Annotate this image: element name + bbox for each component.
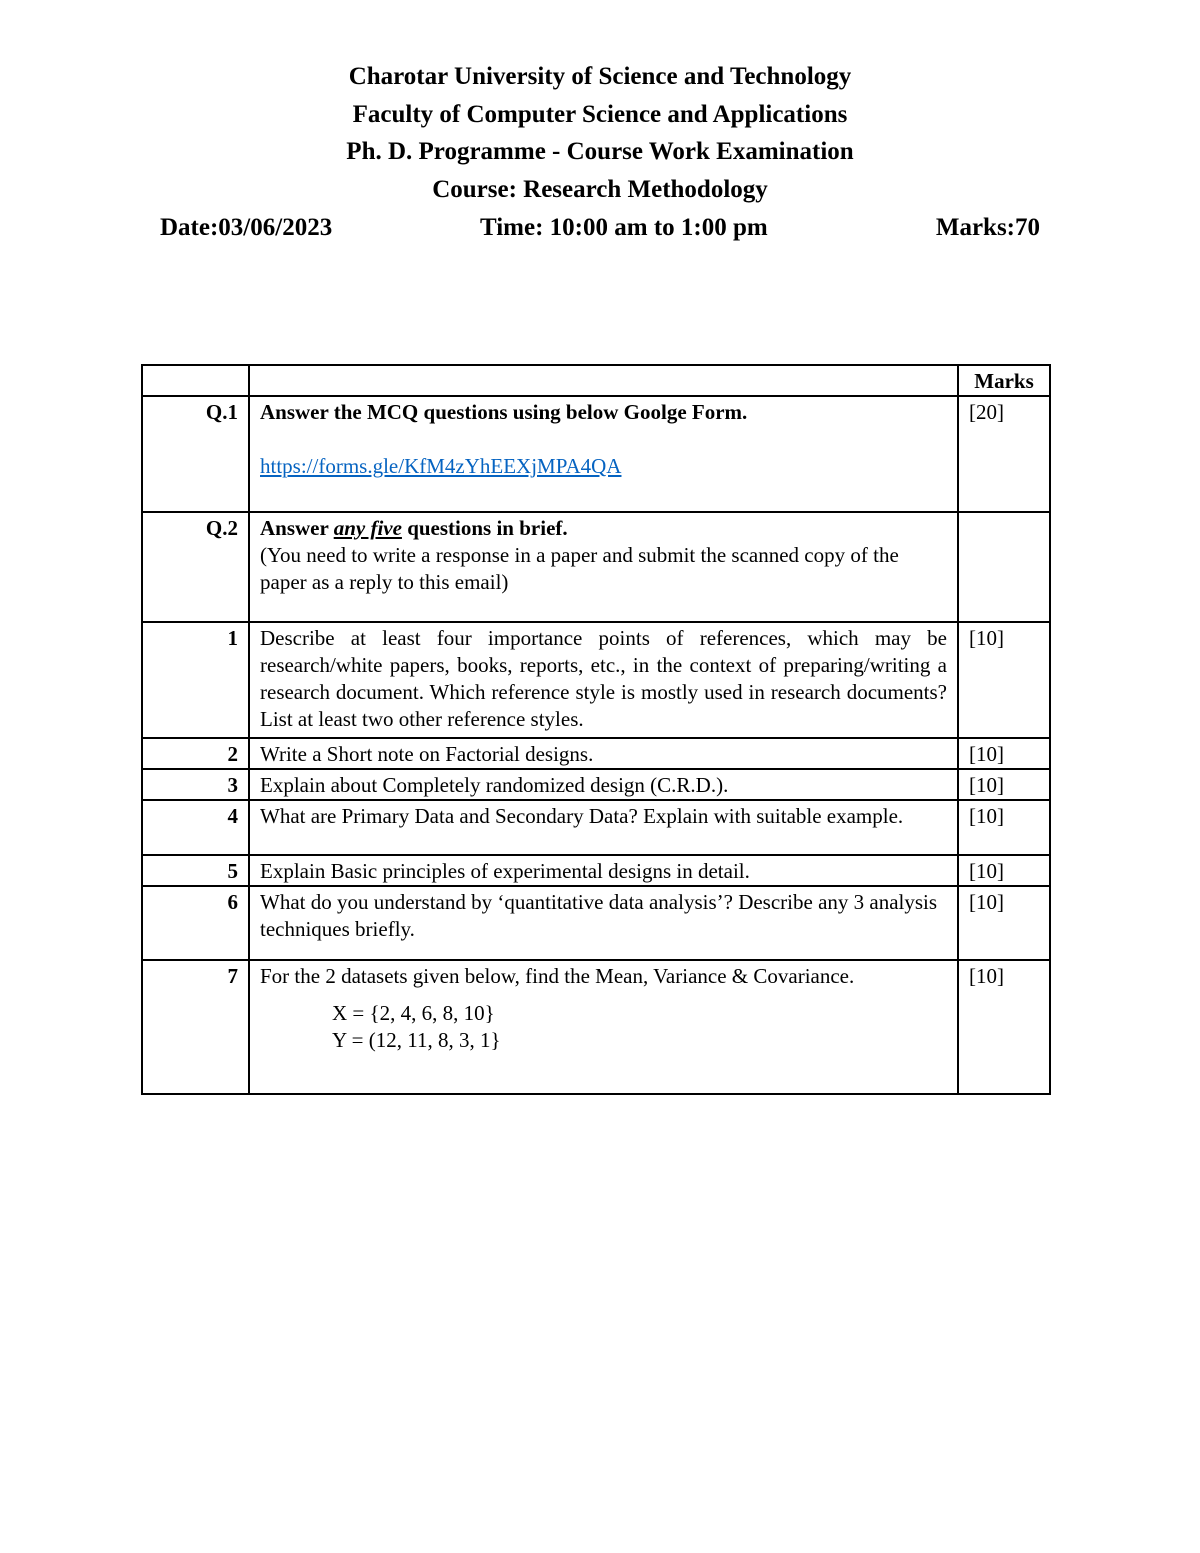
question-text-cell (249, 512, 958, 622)
dataset-x: X = {2, 4, 6, 8, 10} (332, 1001, 495, 1025)
question-text: Describe at least four importance points of references, which may be research/white papers, books, reports, etc., in the context of preparing/writing a research document. Which reference style is mostly used in research documents? List at least two other reference styles. (249, 622, 958, 738)
question-number: 4 (142, 800, 249, 855)
table-row (142, 769, 1050, 800)
exam-date: Date:03/06/2023 (160, 214, 333, 241)
faculty-name: Faculty of Computer Science and Applications (352, 100, 848, 128)
question-marks (958, 512, 1050, 622)
table-row (142, 855, 1050, 886)
exam-meta (160, 208, 1040, 248)
question-text-cell (249, 396, 958, 512)
question-marks: [10] (958, 800, 1050, 855)
table-row (142, 512, 1050, 622)
marks-column-header: Marks (958, 365, 1050, 396)
university-name: Charotar University of Science and Technology (348, 63, 852, 90)
question-text: Explain about Completely randomized design (C.R.D.). (249, 769, 958, 800)
question-text: Explain Basic principles of experimental designs in detail. (249, 855, 958, 886)
google-form-link[interactable]: https://forms.gle/KfM4zYhEEXjMPA4QA (260, 454, 622, 478)
exam-header (0, 58, 1200, 208)
question-text: For the 2 datasets given below, find the Mean, Variance & Covariance. (260, 964, 855, 988)
exam-total-marks: Marks:70 (935, 214, 1040, 241)
question-text: Answer any five questions in brief. (260, 516, 568, 540)
table-header-row (142, 365, 1050, 396)
question-text: Answer the MCQ questions using below Goolge Form. (260, 400, 748, 424)
table-row (142, 800, 1050, 855)
header-qno-cell (142, 365, 249, 396)
emphasis-any-five: any five (333, 516, 402, 540)
question-number: 6 (142, 886, 249, 960)
question-marks: [10] (958, 886, 1050, 960)
programme-title: Ph. D. Programme - Course Work Examination (346, 138, 854, 165)
table-row (142, 886, 1050, 960)
dataset-y: Y = (12, 11, 8, 3, 1} (332, 1028, 501, 1052)
table-row (142, 396, 1050, 512)
question-number: 2 (142, 738, 249, 769)
question-text-cell (249, 960, 958, 1094)
question-text: What do you understand by ‘quantitative data analysis’? Describe any 3 analysis techniques briefly. (249, 886, 958, 960)
question-text: Write a Short note on Factorial designs. (249, 738, 958, 769)
question-marks: [10] (958, 738, 1050, 769)
table-row (142, 738, 1050, 769)
question-marks: [10] (958, 769, 1050, 800)
question-number: Q.2 (142, 512, 249, 622)
question-number: 1 (142, 622, 249, 738)
question-number: 3 (142, 769, 249, 800)
question-marks: [10] (958, 855, 1050, 886)
question-text: What are Primary Data and Secondary Data? Explain with suitable example. (249, 800, 958, 855)
question-marks: [20] (958, 396, 1050, 512)
table-row (142, 622, 1050, 738)
question-table (141, 364, 1051, 1095)
question-marks: [10] (958, 622, 1050, 738)
question-note: (You need to write a response in a paper and submit the scanned copy of the paper as a reply to this email) (260, 543, 899, 594)
exam-time: Time: 10:00 am to 1:00 pm (480, 214, 768, 241)
course-title: Course: Research Methodology (432, 175, 768, 203)
question-number: 7 (142, 960, 249, 1094)
header-question-cell (249, 365, 958, 396)
question-number: 5 (142, 855, 249, 886)
question-marks: [10] (958, 960, 1050, 1094)
table-row (142, 960, 1050, 1094)
question-number: Q.1 (142, 396, 249, 512)
